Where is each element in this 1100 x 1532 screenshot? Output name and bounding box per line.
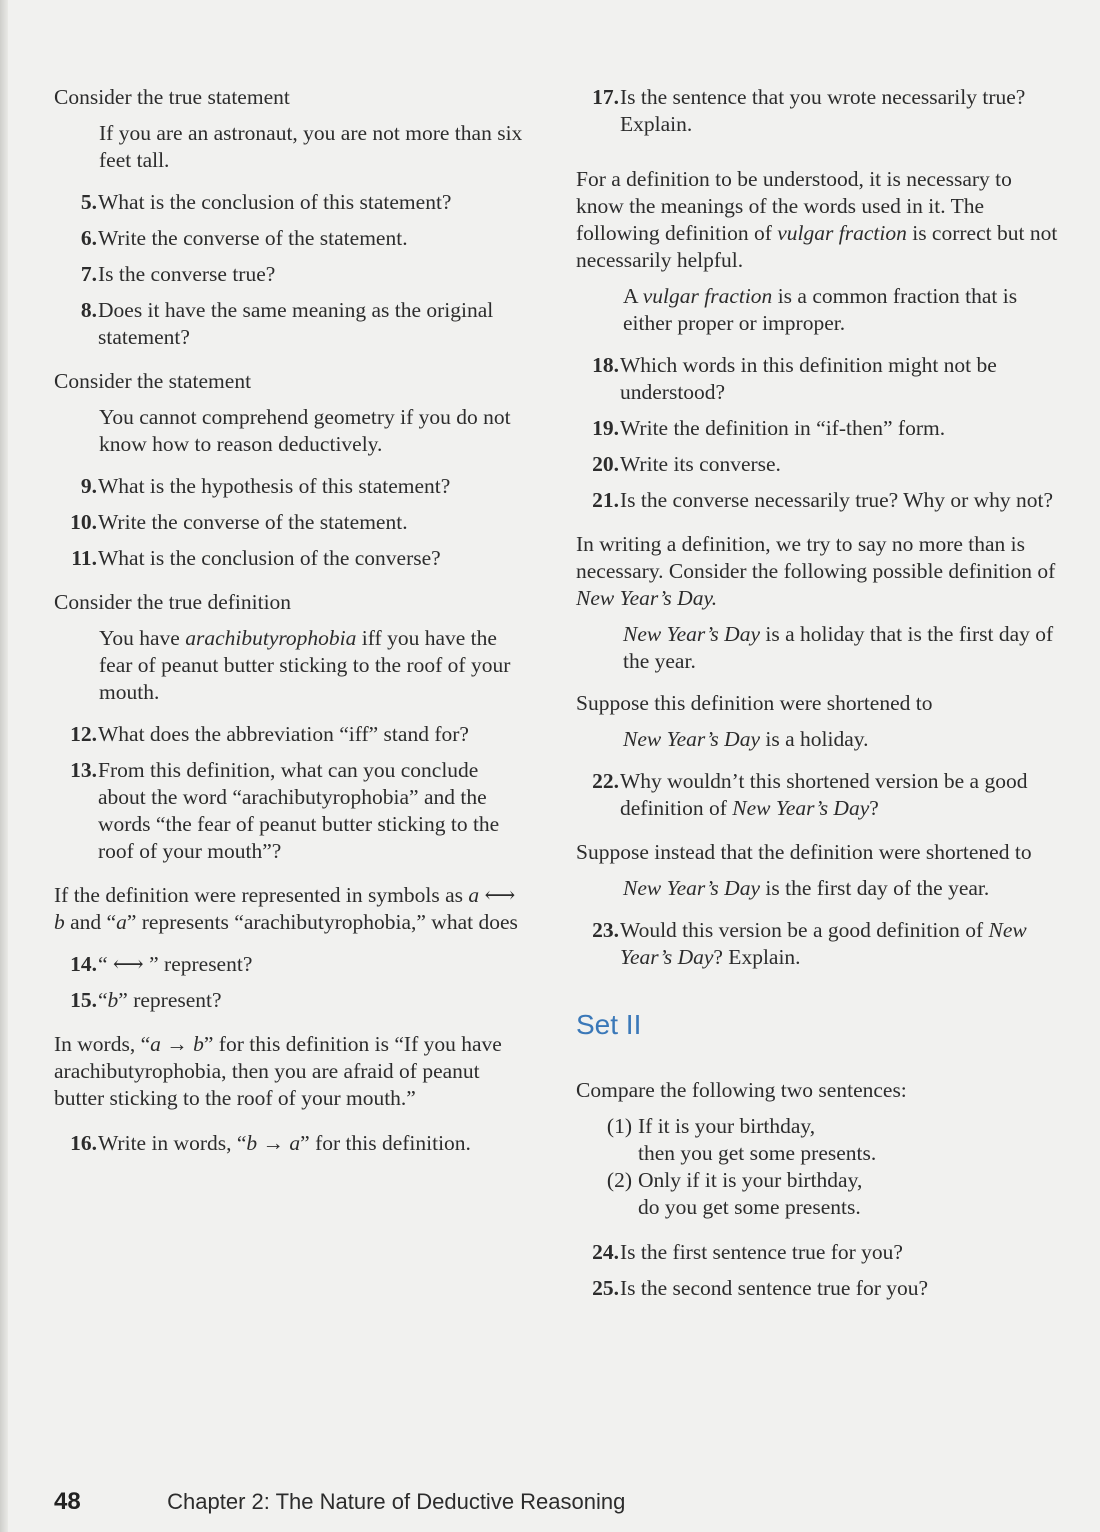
writing-definition-paragraph: In writing a definition, we try to say no more than is necessary. Consider the following possible definition of New Year’s Day.: [576, 532, 1056, 610]
question-text: Which words in this definition might not be understood?: [620, 353, 997, 404]
question-text: “ ⟷ ” represent?: [98, 952, 253, 976]
question-10: [54, 509, 524, 536]
question-19: [576, 415, 1058, 442]
question-number: 9.: [80, 474, 97, 498]
shortened-paragraph: Suppose this definition were shortened to: [576, 691, 933, 715]
intro-text: Consider the true statement: [54, 85, 290, 109]
question-20: [576, 451, 1058, 478]
intro-text: Consider the statement: [54, 369, 252, 393]
question-number: 19.: [592, 416, 619, 440]
question-text: Is the sentence that you wrote necessarily true? Explain.: [620, 85, 1026, 136]
question-text: From this definition, what can you conclude about the word “arachibutyrophobia” and the words “the fear of peanut butter sticking to the roof of your mouth”?: [98, 758, 500, 863]
question-15: [54, 987, 524, 1014]
definition-text: You have arachibutyrophobia iff you have the fear of peanut butter sticking to the roof of your mouth.: [99, 626, 511, 704]
question-number: 23.: [592, 918, 619, 942]
sentence-1: (1) If it is your birthday,: [606, 1114, 816, 1138]
new-years-short-definition: New Year’s Day is a holiday.: [623, 727, 869, 751]
question-number: 6.: [80, 226, 97, 250]
question-number: 24.: [592, 1240, 619, 1264]
new-years-definition: New Year’s Day is a holiday that is the first day of the year.: [623, 622, 1054, 673]
question-text: Write the definition in “if-then” form.: [620, 416, 946, 440]
question-25: [576, 1275, 1058, 1302]
question-number: 20.: [592, 452, 619, 476]
question-number: 7.: [80, 262, 97, 286]
question-21: [576, 487, 1058, 514]
question-text: What is the conclusion of the converse?: [98, 546, 441, 570]
question-14: [54, 951, 524, 978]
page-edge: [0, 0, 8, 1532]
question-text: Is the first sentence true for you?: [620, 1240, 903, 1264]
sentence-2-line-2: do you get some presents.: [638, 1195, 861, 1219]
question-number: 25.: [592, 1276, 619, 1300]
statement-text: If you are an astronaut, you are not more than six feet tall.: [99, 121, 523, 172]
question-text: Why wouldn’t this shortened version be a good definition of New Year’s Day?: [620, 769, 1028, 820]
question-8: [54, 297, 524, 351]
question-number: 11.: [71, 546, 97, 570]
sentence-2: (2) Only if it is your birthday,: [606, 1168, 863, 1192]
page-footer: [54, 1488, 625, 1516]
question-number: 21.: [592, 488, 619, 512]
section-heading: Set II: [576, 1009, 642, 1040]
question-text: Is the converse true?: [98, 262, 276, 286]
question-24: [576, 1239, 1058, 1266]
question-text: Write in words, “b → a” for this definition.: [98, 1131, 471, 1155]
left-column: [54, 84, 524, 1166]
question-text: What does the abbreviation “iff” stand for?: [98, 722, 469, 746]
sentence-1-line-2: then you get some presents.: [638, 1141, 877, 1165]
page-number: 48: [54, 1488, 81, 1515]
question-16: [54, 1130, 524, 1157]
question-12: [54, 721, 524, 748]
statement-text: You cannot comprehend geometry if you do not know how to reason deductively.: [99, 405, 511, 456]
question-7: [54, 261, 524, 288]
question-text: What is the conclusion of this statement?: [98, 190, 452, 214]
question-number: 8.: [80, 298, 97, 322]
question-text: Would this version be a good definition of New Year’s Day? Explain.: [620, 918, 1027, 969]
question-number: 15.: [70, 988, 97, 1012]
question-text: “b” represent?: [98, 988, 222, 1012]
question-22: [576, 768, 1058, 822]
question-23: [576, 917, 1058, 971]
instead-paragraph: Suppose instead that the definition were shortened to: [576, 840, 1032, 864]
question-number: 13.: [70, 758, 97, 782]
right-column: [576, 84, 1058, 1311]
question-text: What is the hypothesis of this statement?: [98, 474, 451, 498]
question-number: 5.: [80, 190, 97, 214]
compare-paragraph: Compare the following two sentences:: [576, 1078, 907, 1102]
question-text: Is the second sentence true for you?: [620, 1276, 929, 1300]
sentence-list: [576, 1113, 1058, 1221]
chapter-title: Chapter 2: The Nature of Deductive Reasoning: [167, 1489, 626, 1514]
intro-text: Consider the true definition: [54, 590, 292, 614]
question-text: Write its converse.: [620, 452, 781, 476]
question-number: 17.: [592, 85, 619, 109]
question-text: Is the converse necessarily true? Why or why not?: [620, 488, 1054, 512]
question-number: 10.: [70, 510, 97, 534]
question-6: [54, 225, 524, 252]
question-text: Does it have the same meaning as the original statement?: [98, 298, 494, 349]
symbols-paragraph: If the definition were represented in symbols as a ⟷ b and “a” represents “arachibutyrophobia,” what does: [54, 883, 518, 934]
question-text: Write the converse of the statement.: [98, 226, 408, 250]
vulgar-fraction-definition: A vulgar fraction is a common fraction that is either proper or improper.: [623, 284, 1018, 335]
question-13: [54, 757, 524, 865]
question-text: Write the converse of the statement.: [98, 510, 408, 534]
question-number: 14.: [70, 952, 97, 976]
new-years-alt-definition: New Year’s Day is the first day of the year.: [623, 876, 990, 900]
definition-intro-paragraph: For a definition to be understood, it is necessary to know the meanings of the words used in it. The following definition of vulgar fraction is correct but not necessarily helpful.: [576, 167, 1058, 272]
question-11: [54, 545, 524, 572]
question-9: [54, 473, 524, 500]
question-number: 12.: [70, 722, 97, 746]
question-18: [576, 352, 1058, 406]
question-number: 22.: [592, 769, 619, 793]
words-paragraph: In words, “a → b” for this definition is “If you have arachibutyrophobia, then you are afraid of peanut butter sticking to the roof of your mouth.”: [54, 1032, 502, 1110]
question-17: [576, 84, 1058, 138]
question-number: 18.: [592, 353, 619, 377]
question-number: 16.: [70, 1131, 97, 1155]
question-5: [54, 189, 524, 216]
